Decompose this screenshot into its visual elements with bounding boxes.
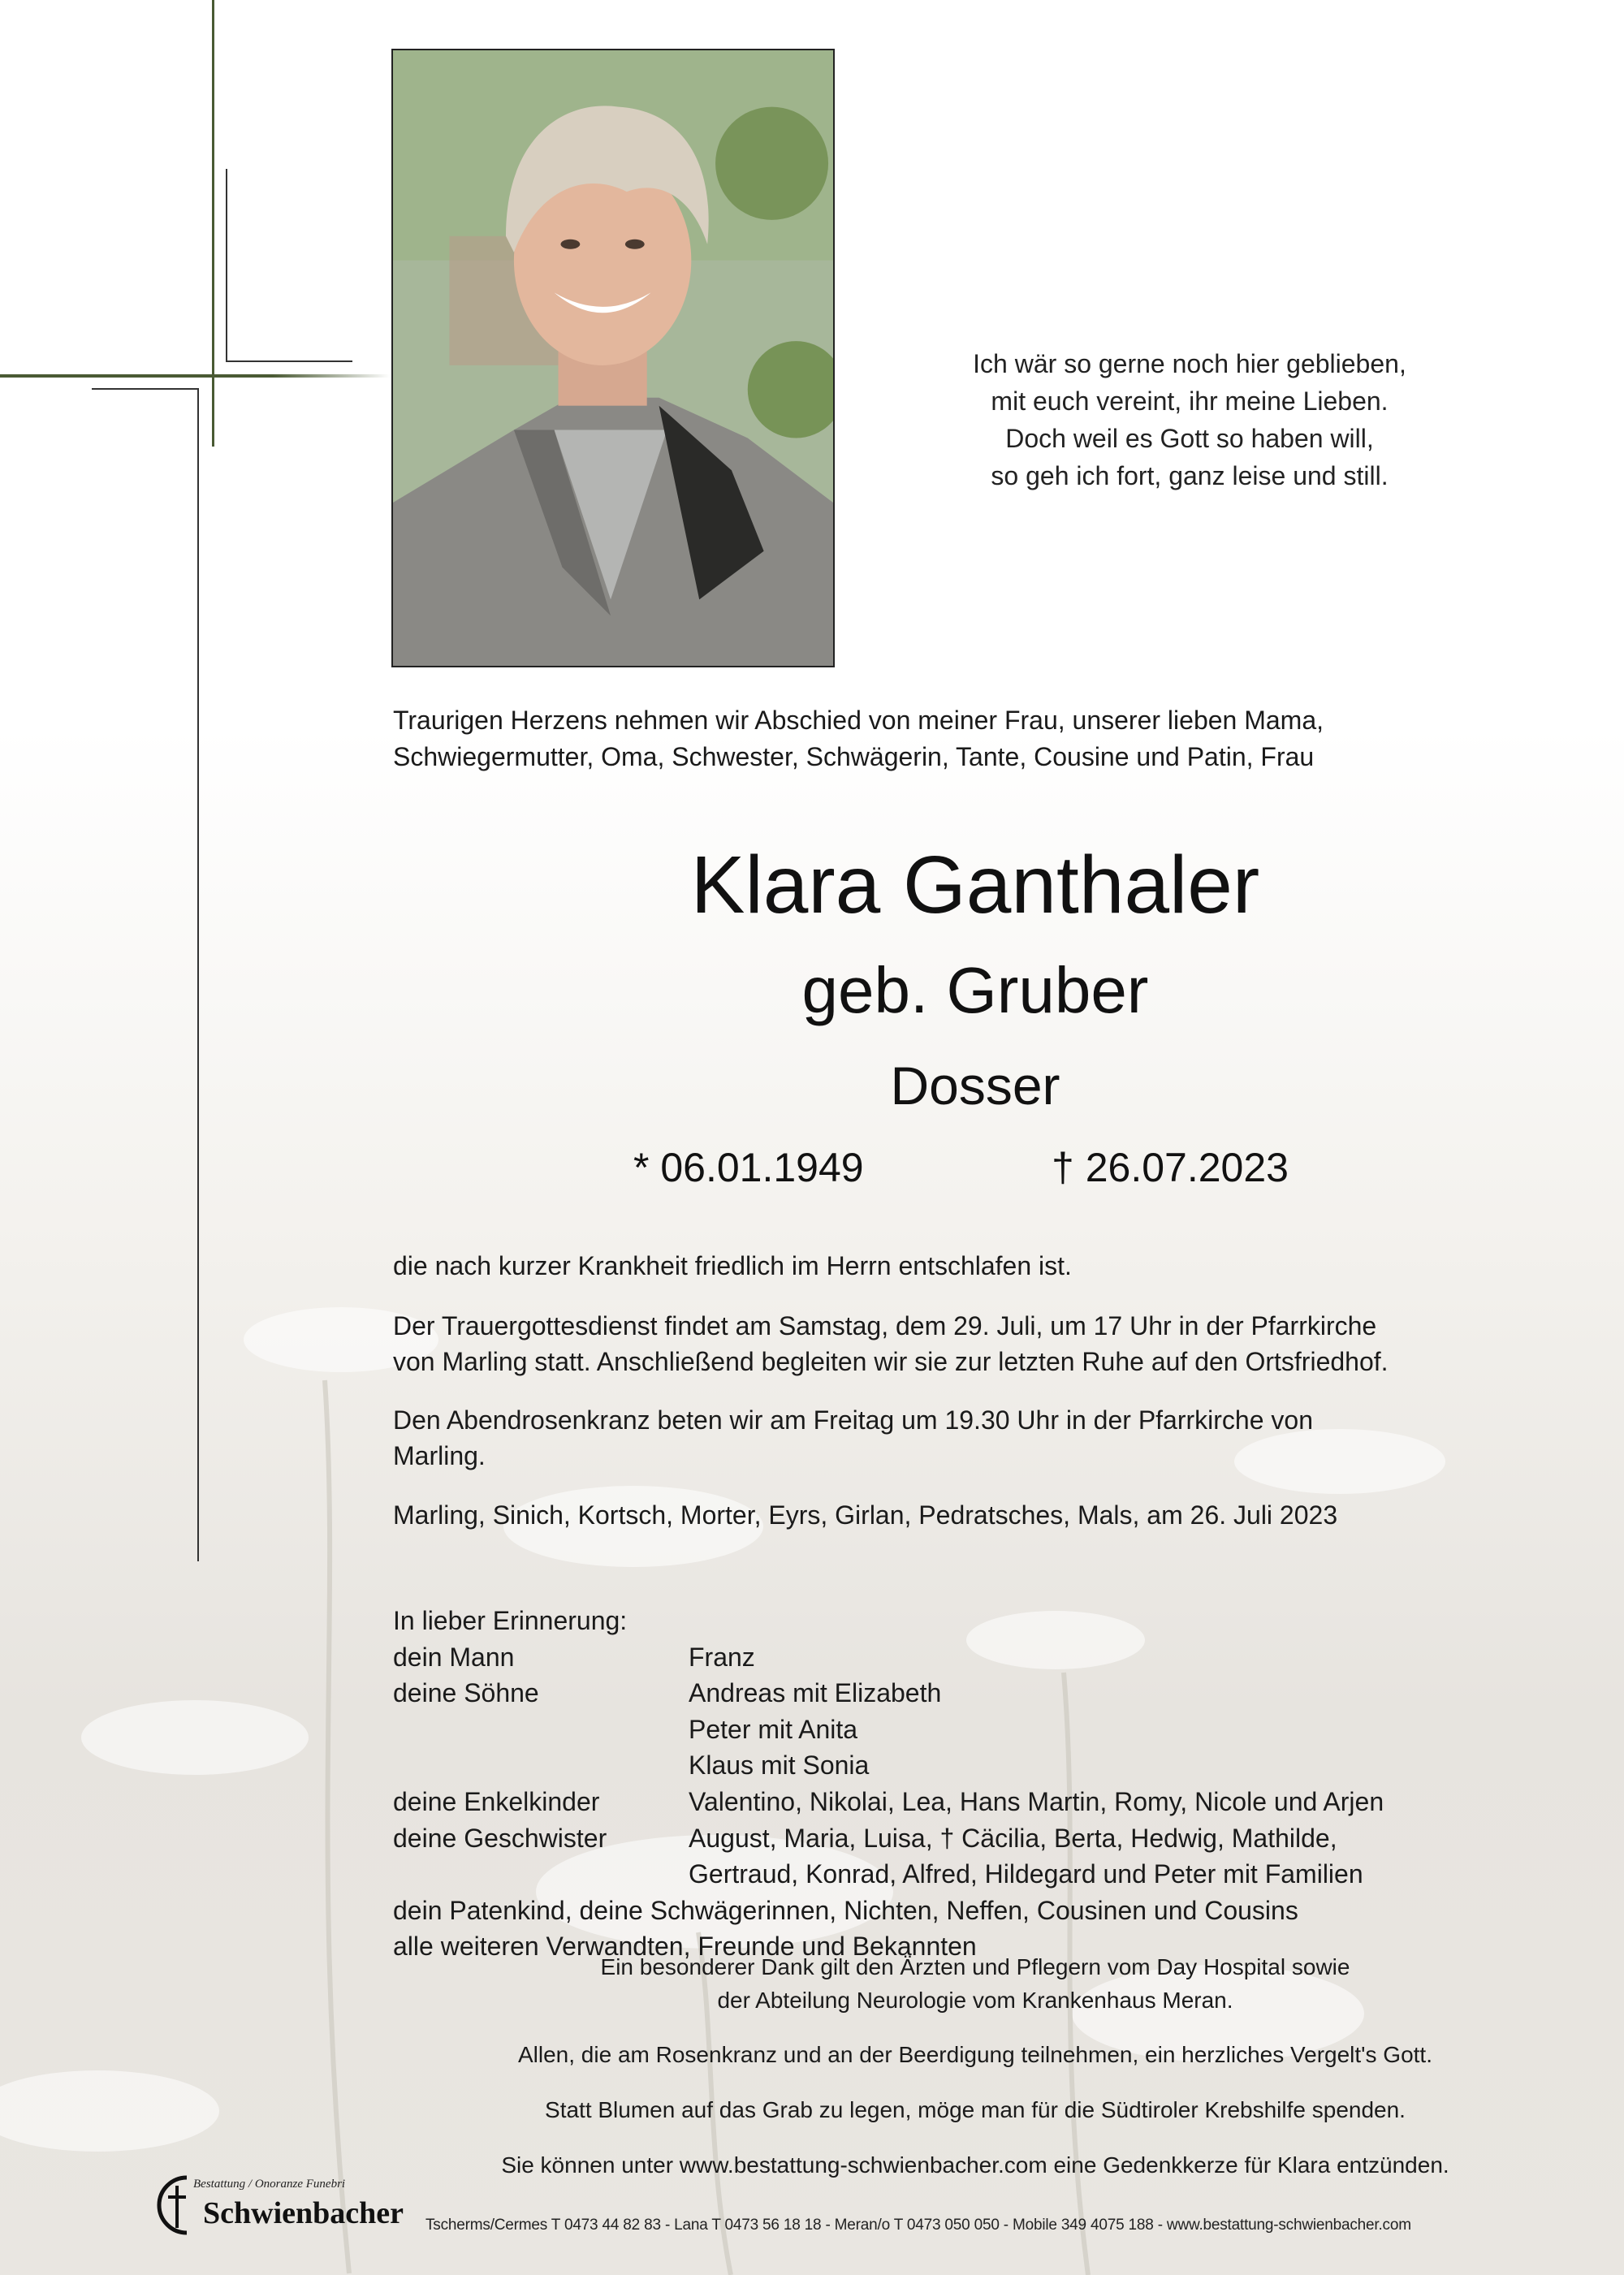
birth-name: geb. Gruber	[801, 954, 1149, 1026]
family-heading: In lieber Erinnerung:	[393, 1606, 628, 1635]
thanks-attendees: Allen, die am Rosenkranz und an der Beerdigung teilnehmen, ein herzliches Vergelt's Gott.	[517, 2042, 1432, 2067]
family-names: Klaus mit Sonia	[689, 1750, 870, 1781]
logo-name: Schwienbacher	[203, 2196, 404, 2230]
poem-line: so geh ich fort, ganz leise und still.	[991, 461, 1389, 490]
funeral-line: von Marling statt. Anschließend begleiten wir sie zur letzten Ruhe auf den Ortsfriedhof.	[393, 1347, 1389, 1376]
family-relation	[393, 1747, 689, 1784]
poem-line: Ich wär so gerne noch hier geblieben,	[973, 349, 1406, 378]
flowers-note: Statt Blumen auf das Grab zu legen, möge man für die Südtiroler Krebshilfe spenden.	[545, 2097, 1406, 2122]
frame-line	[226, 360, 352, 362]
frame-line	[197, 388, 199, 1561]
family-relation	[393, 1856, 689, 1893]
family-relation: deine Söhne	[393, 1678, 539, 1708]
rosary-line: Den Abendrosenkranz beten wir am Freitag um 19.30 Uhr in der Pfarrkirche von	[393, 1405, 1313, 1435]
family-names: Gertraud, Konrad, Alfred, Hildegard und Peter mit Familien	[689, 1859, 1363, 1889]
family-others: alle weiteren Verwandten, Freunde und Bekannten	[393, 1932, 977, 1962]
thanks-line: der Abteilung Neurologie vom Krankenhaus Meran.	[717, 1988, 1233, 2013]
poem-line: mit euch vereint, ihr meine Lieben.	[991, 386, 1389, 416]
funeral-text	[393, 1308, 1579, 1379]
funeral-line: Der Trauergottesdienst findet am Samstag, dem 29. Juli, um 17 Uhr in der Pfarrkirche	[393, 1311, 1377, 1340]
family-names: Andreas mit Elizabeth	[689, 1678, 942, 1708]
cross-horizontal-bar	[0, 374, 390, 378]
intro-line: Schwiegermutter, Oma, Schwester, Schwägerin, Tante, Cousine und Patin, Frau	[393, 742, 1315, 771]
family-names: August, Maria, Luisa, † Cäcilia, Berta, Hedwig, Mathilde,	[689, 1823, 1337, 1853]
family-relation: dein Mann	[393, 1642, 515, 1672]
family-row	[393, 1784, 1579, 1820]
contact-line: Tscherms/Cermes T 0473 44 82 83 - Lana T 0473 56 18 18 - Meran/o T 0473 050 050 - Mobile 349 4075 188 - www.bestattung-schwienbacher.com	[425, 2217, 1411, 2234]
family-relation	[393, 1712, 689, 1748]
deceased-name: Klara Ganthaler	[690, 840, 1260, 930]
house-name: Dosser	[890, 1055, 1060, 1116]
portrait-photo	[391, 49, 835, 667]
candle-note: Sie können unter www.bestattung-schwienbacher.com eine Gedenkkerze für Klara entzünden.	[501, 2152, 1449, 2178]
family-row	[393, 1675, 1579, 1712]
family-names: Franz	[689, 1642, 755, 1672]
family-names: Peter mit Anita	[689, 1714, 858, 1744]
thanks-line: Ein besonderer Dank gilt den Ärzten und Pflegern vom Day Hospital sowie	[600, 1954, 1350, 1979]
frame-line	[92, 388, 199, 390]
poem-line: Doch weil es Gott so haben will,	[1005, 424, 1374, 453]
birth-date: * 06.01.1949	[633, 1145, 864, 1190]
cross-vertical-bar	[212, 0, 214, 447]
family-names: Valentino, Nikolai, Lea, Hans Martin, Romy, Nicole und Arjen	[689, 1786, 1384, 1816]
poem	[869, 345, 1510, 494]
family-relation: deine Geschwister	[393, 1823, 607, 1853]
family-row	[393, 1820, 1579, 1857]
family-list	[393, 1603, 1579, 1965]
family-row	[393, 1856, 1579, 1893]
family-row	[393, 1712, 1579, 1748]
rosary-text	[393, 1402, 1579, 1474]
place-date-text: Marling, Sinich, Kortsch, Morter, Eyrs, Girlan, Pedratsches, Mals, am 26. Juli 2023	[393, 1500, 1338, 1530]
thanks-doctors	[393, 1950, 1557, 2017]
family-relation: deine Enkelkinder	[393, 1786, 600, 1816]
funeral-home-logo	[154, 2173, 414, 2238]
logo-subtitle: Bestattung / Onoranze Funebri	[193, 2178, 346, 2191]
rosary-line: Marling.	[393, 1441, 486, 1470]
intro-line: Traurigen Herzens nehmen wir Abschied von meiner Frau, unserer lieben Mama,	[393, 706, 1324, 735]
family-row	[393, 1747, 1579, 1784]
passed-text: die nach kurzer Krankheit friedlich im Herrn entschlafen ist.	[393, 1251, 1072, 1280]
death-date: † 26.07.2023	[1052, 1145, 1289, 1190]
family-row	[393, 1639, 1579, 1676]
family-others: dein Patenkind, deine Schwägerinnen, Nichten, Neffen, Cousinen und Cousins	[393, 1895, 1298, 1925]
frame-line	[226, 169, 227, 362]
intro-text	[393, 702, 1570, 775]
